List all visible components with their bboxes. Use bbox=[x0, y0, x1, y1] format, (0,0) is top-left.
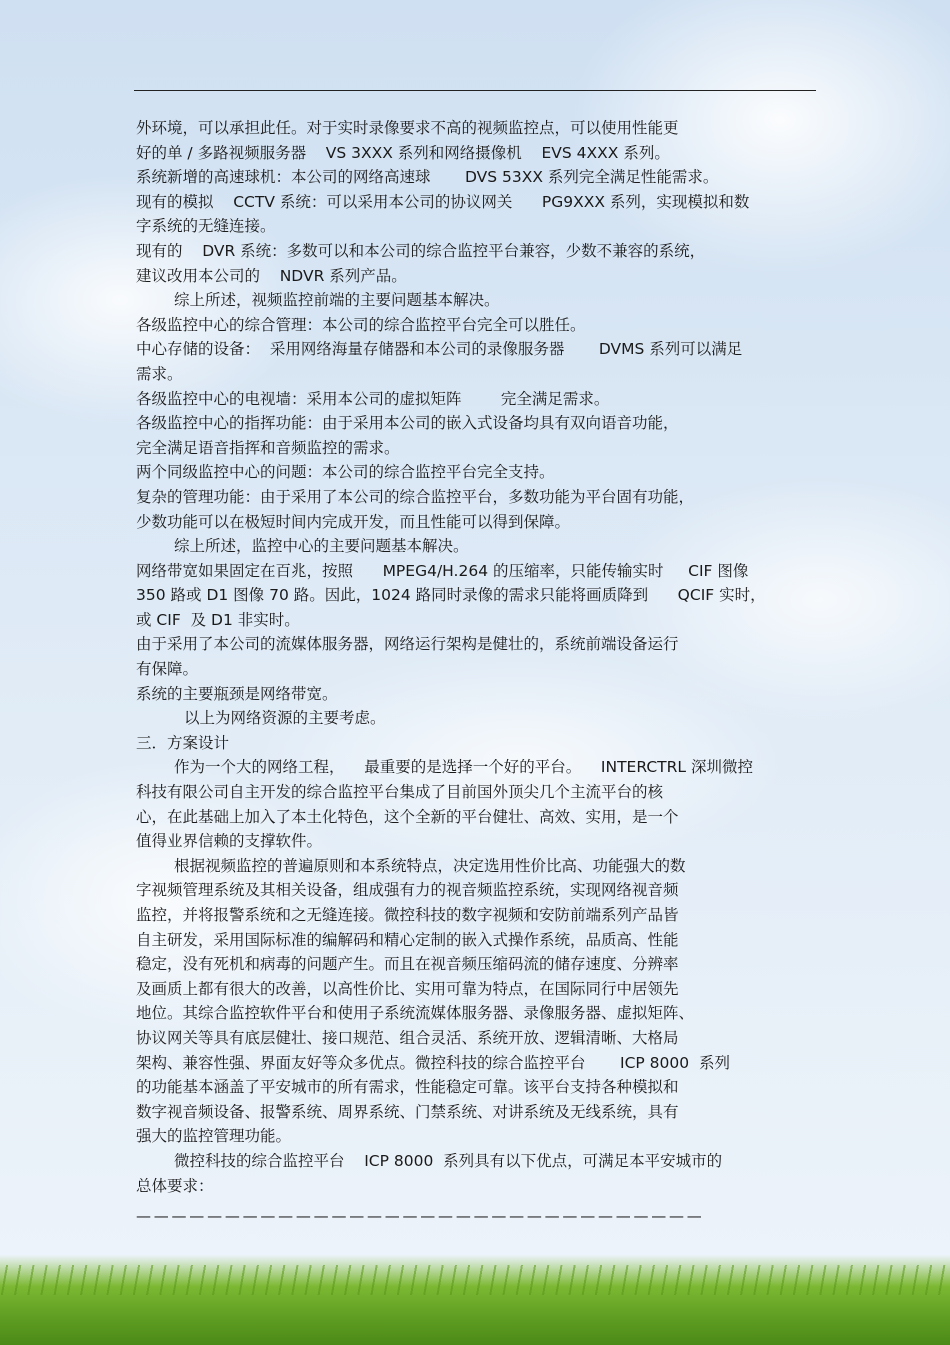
text-line: 根据视频监控的普遍原则和本系统特点，决定选用性价比高、功能强大的数 bbox=[174, 856, 686, 875]
text-line: 的功能基本涵盖了平安城市的所有需求，性能稳定可靠。该平台支持各种模拟和 bbox=[136, 1078, 679, 1097]
text-line: 各级监控中心的电视墙：采用本公司的虚拟矩阵 完全满足需求。 bbox=[136, 389, 610, 408]
text-line: 心，在此基础上加入了本土化特色，这个全新的平台健壮、高效、实用，是一个 bbox=[136, 807, 679, 826]
text-line: 作为一个大的网络工程， 最重要的是选择一个好的平台。 INTERCTRL 深圳微控 bbox=[174, 758, 753, 777]
text-line: 由于采用了本公司的流媒体服务器，网络运行架构是健壮的，系统前端设备运行 bbox=[136, 635, 679, 654]
text-line: 综上所述，监控中心的主要问题基本解决。 bbox=[174, 537, 469, 556]
text-line: 稳定，没有死机和病毒的问题产生。而且在视音频压缩码流的储存速度、分辨率 bbox=[136, 955, 679, 974]
text-line: 综上所述，视频监控前端的主要问题基本解决。 bbox=[174, 291, 500, 310]
text-line: 强大的监控管理功能。 bbox=[136, 1127, 292, 1146]
text-line: 三．方案设计 bbox=[136, 733, 230, 752]
text-line: 监控，并将报警系统和之无缝连接。微控科技的数字视频和安防前端系列产品皆 bbox=[136, 906, 679, 924]
text-line: 中心存储的设备： 采用网络海量存储器和本公司的录像服务器 DVMS 系列可以满足 bbox=[136, 340, 743, 359]
text-line: 总体要求： bbox=[136, 1176, 214, 1195]
footer-dash-rule: — — — — — — — — — — — — — — — — — — — — — — — — — — — — — — — — bbox=[136, 1207, 701, 1226]
text-line: 字系统的无缝连接。 bbox=[136, 217, 276, 236]
text-line: 完全满足语音指挥和音频监控的需求。 bbox=[136, 438, 400, 457]
text-line: 以上为网络资源的主要考虑。 bbox=[184, 709, 386, 728]
text-line: 复杂的管理功能：由于采用了本公司的综合监控平台，多数功能为平台固有功能， bbox=[136, 487, 695, 506]
text-line: 外环境，可以承担此任。对于实时录像要求不高的视频监控点，可以使用性能更 bbox=[136, 119, 679, 137]
text-line: 地位。其综合监控软件平台和使用子系统流媒体服务器、录像服务器、虚拟矩阵、 bbox=[136, 1004, 695, 1023]
text-line: 350 路或 D1 图像 70 路。因此，1024 路同时录像的需求只能将画质降到 QCIF 实时， bbox=[136, 586, 766, 605]
document-body bbox=[136, 116, 816, 1229]
text-line: 建议改用本公司的 NDVR 系列产品。 bbox=[136, 266, 407, 285]
text-line: 现有的模拟 CCTV 系统：可以采用本公司的协议网关 PG9XXX 系列，实现模拟和数 bbox=[136, 192, 750, 211]
text-line: 微控科技的综合监控平台 ICP 8000 系列具有以下优点，可满足本平安城市的 bbox=[174, 1151, 723, 1170]
grass-decoration bbox=[0, 1255, 950, 1345]
text-line: 有保障。 bbox=[136, 660, 199, 679]
text-line: 自主研发，采用国际标准的编解码和精心定制的嵌入式操作系统，品质高、性能 bbox=[136, 930, 679, 949]
text-line: 网络带宽如果固定在百兆，按照 MPEG4/H.264 的压缩率，只能传输实时 CIF 图像 bbox=[136, 561, 749, 580]
text-line: 协议网关等具有底层健壮、接口规范、组合灵活、系统开放、逻辑清晰、大格局 bbox=[136, 1028, 679, 1047]
text-line: 值得业界信赖的支撑软件。 bbox=[136, 832, 323, 851]
text-line: 少数功能可以在极短时间内完成开发，而且性能可以得到保障。 bbox=[136, 512, 571, 531]
text-line: 字视频管理系统及其相关设备，组成强有力的视音频监控系统，实现网络视音频 bbox=[136, 881, 679, 900]
text-line: 系统新增的高速球机：本公司的网络高速球 DVS 53XX 系列完全满足性能需求。 bbox=[136, 168, 719, 187]
text-line: 或 CIF 及 D1 非实时。 bbox=[136, 610, 300, 629]
text-line: 两个同级监控中心的问题：本公司的综合监控平台完全支持。 bbox=[136, 463, 555, 482]
text-line: 各级监控中心的综合管理：本公司的综合监控平台完全可以胜任。 bbox=[136, 315, 586, 334]
paragraph-lines bbox=[136, 116, 816, 1198]
text-line: 架构、兼容性强、界面友好等众多优点。微控科技的综合监控平台 ICP 8000 系列 bbox=[136, 1053, 730, 1072]
text-line: 现有的 DVR 系统：多数可以和本公司的综合监控平台兼容，少数不兼容的系统， bbox=[136, 241, 706, 260]
text-line: 各级监控中心的指挥功能：由于采用本公司的嵌入式设备均具有双向语音功能， bbox=[136, 414, 679, 433]
text-line: 好的单 / 多路视频服务器 VS 3XXX 系列和网络摄像机 EVS 4XXX 系列。 bbox=[136, 143, 670, 162]
text-line: 科技有限公司自主开发的综合监控平台集成了目前国外顶尖几个主流平台的核 bbox=[136, 783, 664, 802]
text-line: 数字视音频设备、报警系统、周界系统、门禁系统、对讲系统及无线系统，具有 bbox=[136, 1102, 679, 1121]
text-line: 系统的主要瓶颈是网络带宽。 bbox=[136, 684, 338, 703]
text-line: 需求。 bbox=[136, 364, 183, 383]
text-line: 及画质上都有很大的改善，以高性价比、实用可靠为特点，在国际同行中居领先 bbox=[136, 979, 679, 998]
header-rule bbox=[134, 90, 816, 91]
